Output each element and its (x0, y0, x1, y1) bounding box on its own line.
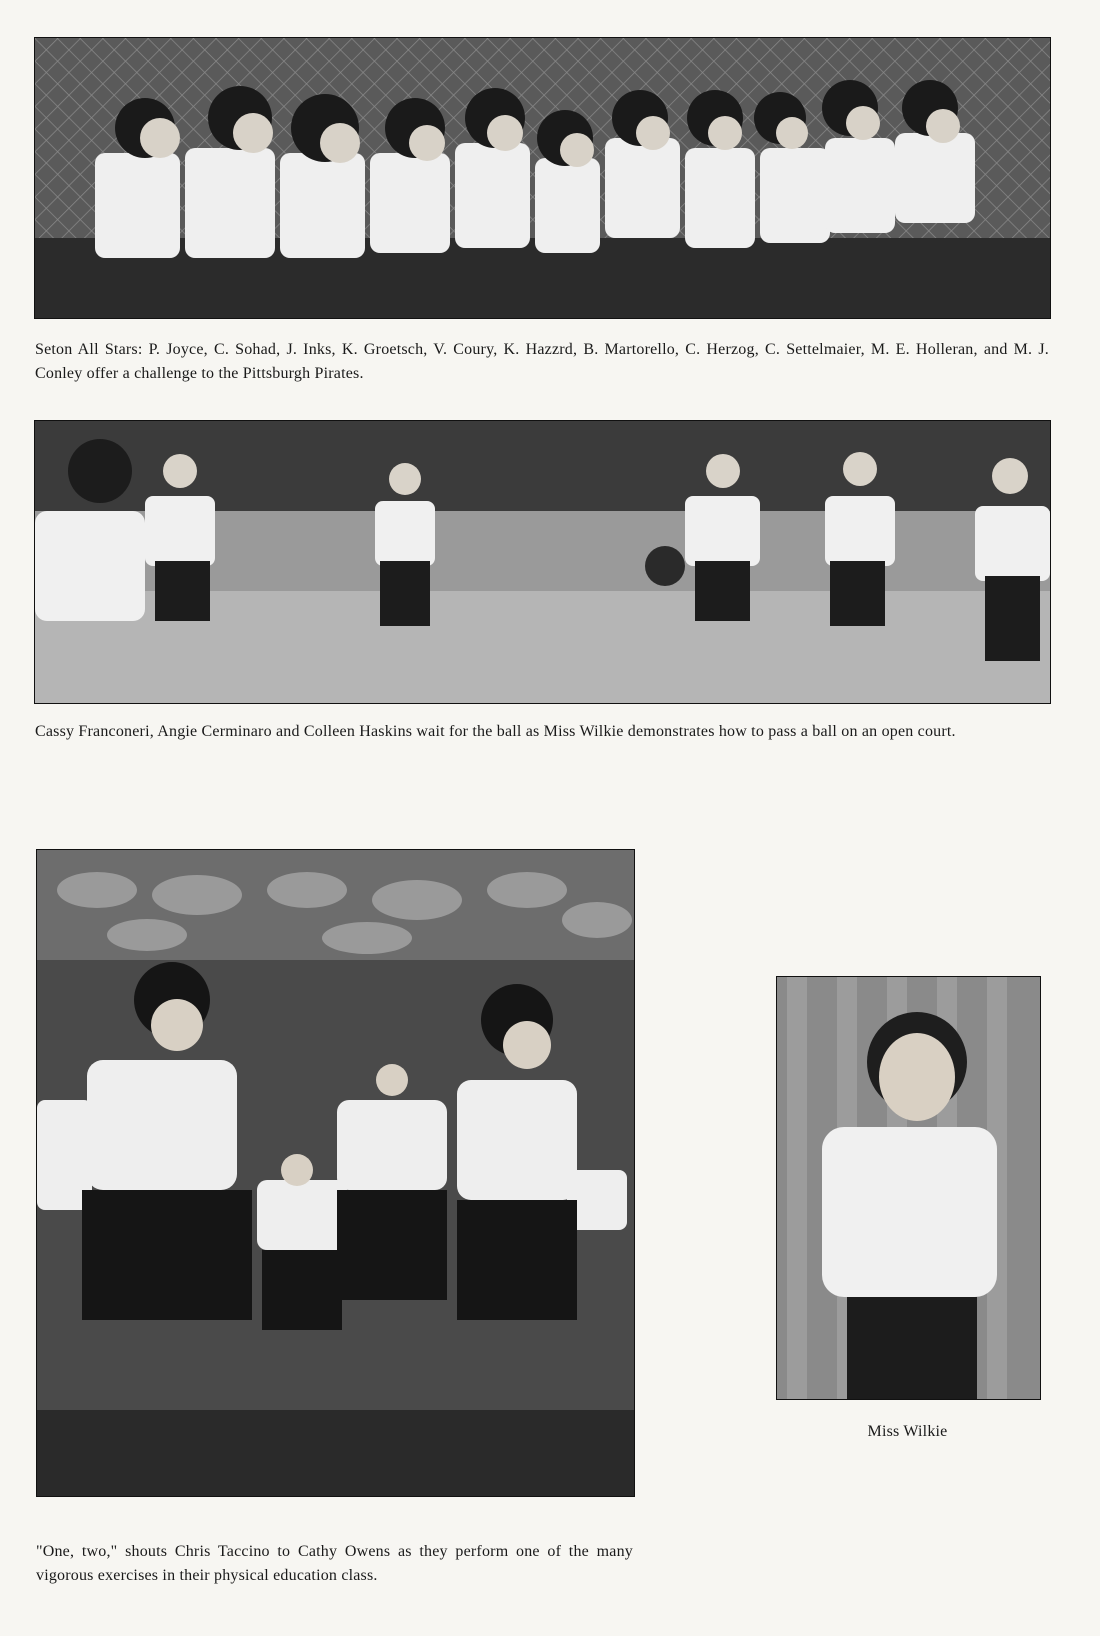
exercise-photo (36, 849, 635, 1497)
exercise-caption: "One, two," shouts Chris Taccino to Cathy Owens as they perform one of the many vigorous exercises in their physical education class. (36, 1543, 633, 1584)
court-photo (34, 420, 1051, 704)
portrait-caption: Miss Wilkie (867, 1423, 948, 1440)
all-stars-photo (34, 37, 1051, 319)
portrait-photo (776, 976, 1041, 1400)
court-caption: Cassy Franconeri, Angie Cerminaro and Colleen Haskins wait for the ball as Miss Wilkie demonstrates how to pass a ball on an open court. (35, 723, 956, 740)
all-stars-caption: Seton All Stars: P. Joyce, C. Sohad, J. Inks, K. Groetsch, V. Coury, K. Hazzrd, B. Martorello, C. Herzog, C. Settelmaier, M. E. Holleran, and M. J. Conley offer a challenge to the Pittsburgh Pirates. (35, 341, 1049, 382)
